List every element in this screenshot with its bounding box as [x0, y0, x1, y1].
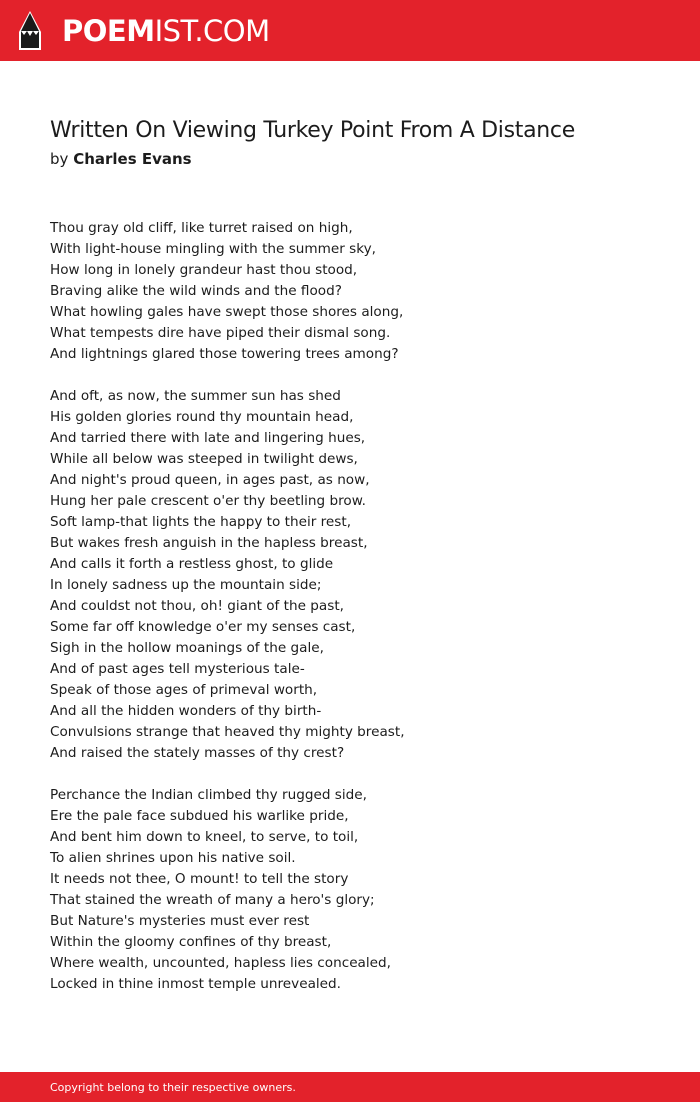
stanza [50, 386, 670, 764]
poem-line: Locked in thine inmost temple unrevealed. [50, 976, 341, 992]
stanza [50, 785, 670, 995]
poem-line: And of past ages tell mysterious tale- [50, 661, 305, 677]
poem-line: Sigh in the hollow moanings of the gale, [50, 640, 324, 656]
stanza [50, 218, 670, 365]
logo-light-text: IST.COM [154, 14, 270, 48]
copyright-notice: Copyright belong to their respective owners. [50, 1081, 296, 1094]
poem-line: And couldst not thou, oh! giant of the past, [50, 598, 344, 614]
poem-line: And lightnings glared those towering trees among? [50, 346, 399, 362]
poem-line: And calls it forth a restless ghost, to glide [50, 556, 334, 572]
poem-line: But wakes fresh anguish in the hapless breast, [50, 535, 368, 551]
poem-line: Speak of those ages of primeval worth, [50, 682, 318, 698]
poem-line: To alien shrines upon his native soil. [50, 850, 296, 866]
poem-line: What howling gales have swept those shores along, [50, 304, 404, 320]
poem-line: And all the hidden wonders of thy birth- [50, 703, 322, 719]
author-name: Charles Evans [73, 150, 192, 168]
poem-line: In lonely sadness up the mountain side; [50, 577, 322, 593]
poem-line: What tempests dire have piped their dismal song. [50, 325, 391, 341]
poem-line: Hung her pale crescent o'er thy beetling brow. [50, 493, 366, 509]
logo-bold-text: POEM [62, 14, 155, 48]
site-footer [0, 1072, 700, 1102]
poem-line: His golden glories round thy mountain head, [50, 409, 354, 425]
poem-line: But Nature's mysteries must ever rest [50, 913, 310, 929]
poem-line: That stained the wreath of many a hero's glory; [50, 892, 375, 908]
poem-body [50, 218, 670, 1016]
poem-line: Where wealth, uncounted, hapless lies concealed, [50, 955, 391, 971]
site-header [0, 0, 700, 61]
poem-line: Within the gloomy confines of thy breast, [50, 934, 332, 950]
poem-line: It needs not thee, O mount! to tell the story [50, 871, 349, 887]
poem-line: How long in lonely grandeur hast thou stood, [50, 262, 358, 278]
poem-line: Some far off knowledge o'er my senses cast, [50, 619, 356, 635]
poem-line: With light-house mingling with the summer sky, [50, 241, 376, 257]
poem-line: And oft, as now, the summer sun has shed [50, 388, 341, 404]
poem-line: Soft lamp-that lights the happy to their rest, [50, 514, 352, 530]
site-logo[interactable] [62, 11, 270, 51]
poem-line: And tarried there with late and lingering hues, [50, 430, 366, 446]
byline [50, 148, 192, 170]
poem-line: Thou gray old cliff, like turret raised on high, [50, 220, 353, 236]
poem-line: Convulsions strange that heaved thy mighty breast, [50, 724, 405, 740]
poem-line: And bent him down to kneel, to serve, to toil, [50, 829, 359, 845]
poem-line: And raised the stately masses of thy crest? [50, 745, 345, 761]
poem-line: Braving alike the wild winds and the flood? [50, 283, 342, 299]
poem-title: Written On Viewing Turkey Point From A Distance [50, 118, 575, 143]
poem-line: And night's proud queen, in ages past, as now, [50, 472, 370, 488]
by-prefix: by [50, 150, 69, 168]
poem-line: Ere the pale face subdued his warlike pride, [50, 808, 349, 824]
poem-line: While all below was steeped in twilight dews, [50, 451, 358, 467]
poem-line: Perchance the Indian climbed thy rugged side, [50, 787, 367, 803]
pen-nib-logo-icon[interactable] [17, 10, 43, 51]
